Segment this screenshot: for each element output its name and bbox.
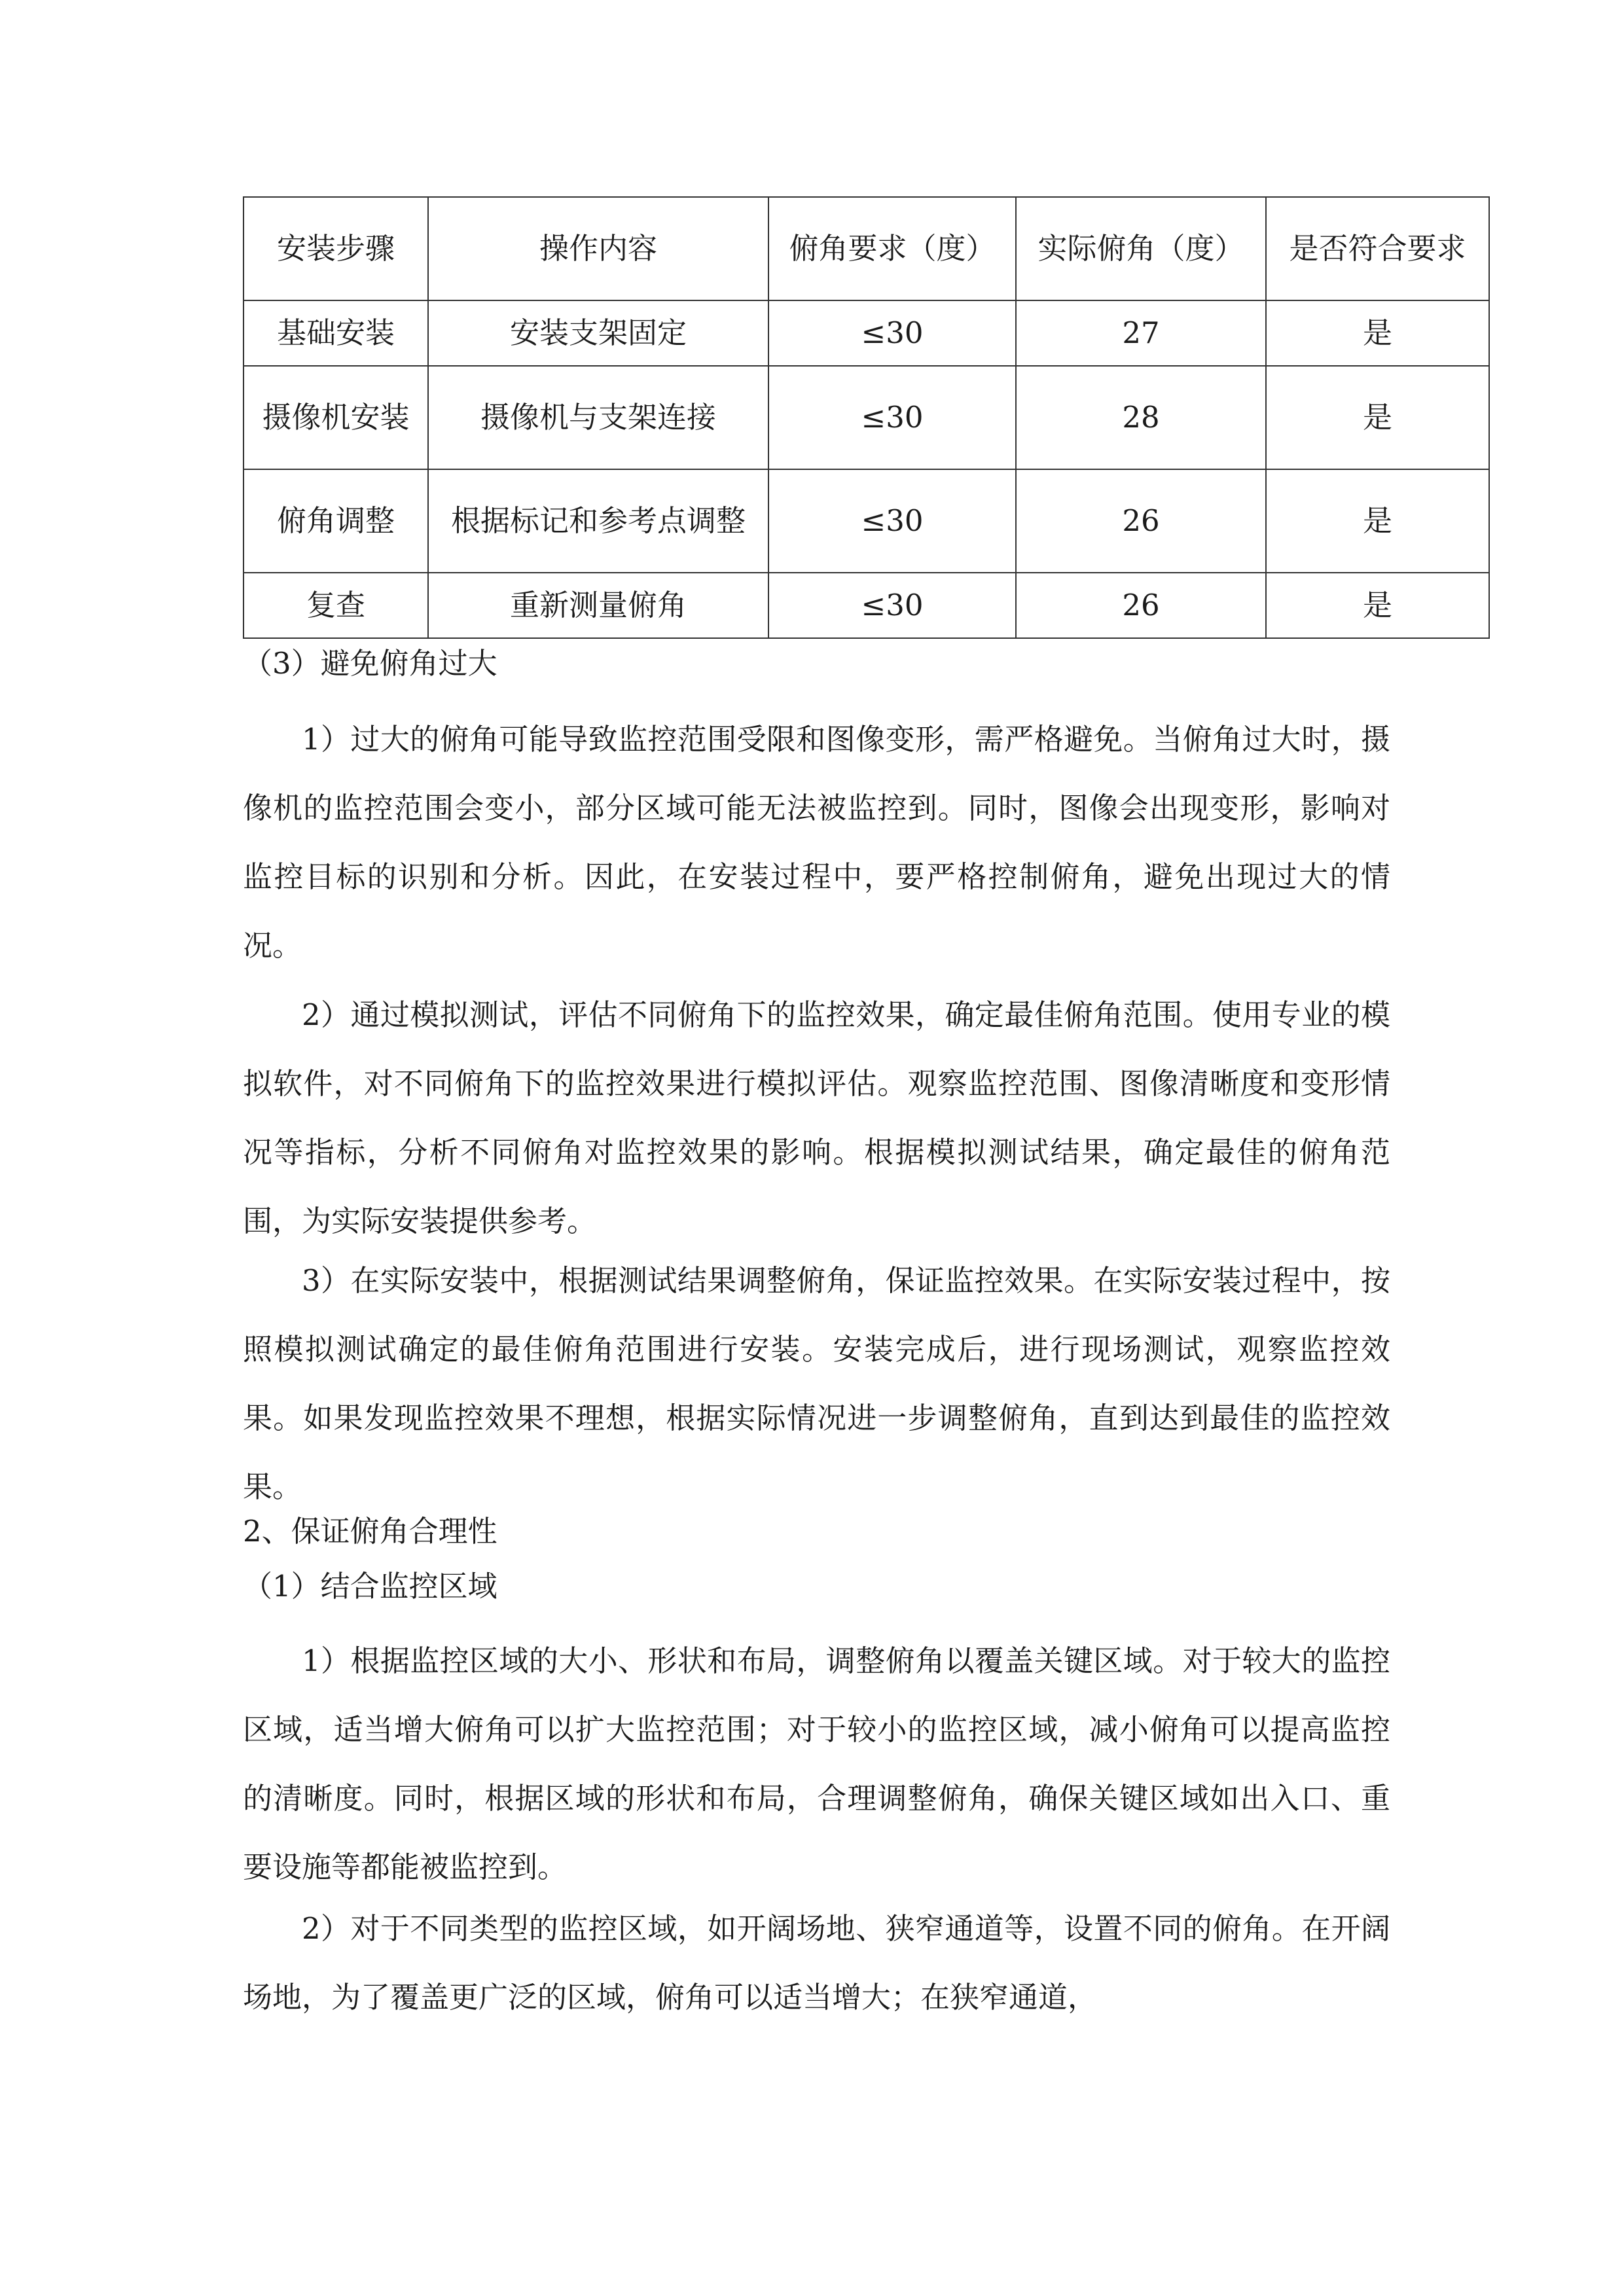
table-cell: ≤30 [768, 366, 1016, 469]
table-cell: 26 [1016, 469, 1266, 573]
table-cell: ≤30 [768, 573, 1016, 638]
table-header-row [244, 197, 1489, 300]
table-row [244, 366, 1489, 469]
table-cell: 基础安装 [244, 300, 428, 366]
table-cell: 摄像机与支架连接 [428, 366, 768, 469]
paragraph: 3）在实际安装中，根据测试结果调整俯角，保证监控效果。在实际安装过程中，按照模拟测试确定的最佳俯角范围进行安装。安装完成后，进行现场测试，观察监控效果。如果发现监控效果不理想，根据实际情况进一步调整俯角，直到达到最佳的监控效果。 [243, 1263, 1390, 1504]
section-heading: （3）避免俯角过大 [243, 646, 497, 681]
table-row [244, 469, 1489, 573]
paragraph: 1）过大的俯角可能导致监控范围受限和图像变形，需严格避免。当俯角过大时，摄像机的监控范围会变小，部分区域可能无法被监控到。同时，图像会出现变形，影响对监控目标的识别和分析。因此，在安装过程中，要严格控制俯角，避免出现过大的情况。 [243, 722, 1390, 963]
table-cell: 是 [1266, 573, 1489, 638]
subsection-heading: （1）结合监控区域 [243, 1569, 497, 1604]
header-cell: 是否符合要求 [1266, 197, 1489, 300]
table-cell: 俯角调整 [244, 469, 428, 573]
header-cell: 安装步骤 [244, 197, 428, 300]
table-cell: ≤30 [768, 469, 1016, 573]
header-cell: 实际俯角（度） [1016, 197, 1266, 300]
table-cell: 26 [1016, 573, 1266, 638]
table-cell: 是 [1266, 469, 1489, 573]
header-cell: 操作内容 [428, 197, 768, 300]
header-cell: 俯角要求（度） [768, 197, 1016, 300]
paragraph: 2）通过模拟测试，评估不同俯角下的监控效果，确定最佳俯角范围。使用专业的模拟软件，对不同俯角下的监控效果进行模拟评估。观察监控范围、图像清晰度和变形情况等指标，分析不同俯角对监控效果的影响。根据模拟测试结果，确定最佳的俯角范围，为实际安装提供参考。 [243, 997, 1390, 1238]
table-cell: 是 [1266, 300, 1489, 366]
paragraph: 1）根据监控区域的大小、形状和布局，调整俯角以覆盖关键区域。对于较大的监控区域，适当增大俯角可以扩大监控范围；对于较小的监控区域，减小俯角可以提高监控的清晰度。同时，根据区域的形状和布局，合理调整俯角，确保关键区域如出入口、重要设施等都能被监控到。 [243, 1643, 1390, 1884]
installation-table [243, 196, 1490, 639]
table-cell: 安装支架固定 [428, 300, 768, 366]
paragraph: 2）对于不同类型的监控区域，如开阔场地、狭窄通道等，设置不同的俯角。在开阔场地，为了覆盖更广泛的区域，俯角可以适当增大；在狭窄通道， [243, 1911, 1390, 2015]
table-cell: 是 [1266, 366, 1489, 469]
section-heading: 2、保证俯角合理性 [243, 1514, 497, 1549]
table-row [244, 573, 1489, 638]
table-row [244, 300, 1489, 366]
table-cell: ≤30 [768, 300, 1016, 366]
table-cell: 摄像机安装 [244, 366, 428, 469]
table-cell: 重新测量俯角 [428, 573, 768, 638]
table-cell: 根据标记和参考点调整 [428, 469, 768, 573]
table-cell: 27 [1016, 300, 1266, 366]
table-cell: 28 [1016, 366, 1266, 469]
table-cell: 复查 [244, 573, 428, 638]
